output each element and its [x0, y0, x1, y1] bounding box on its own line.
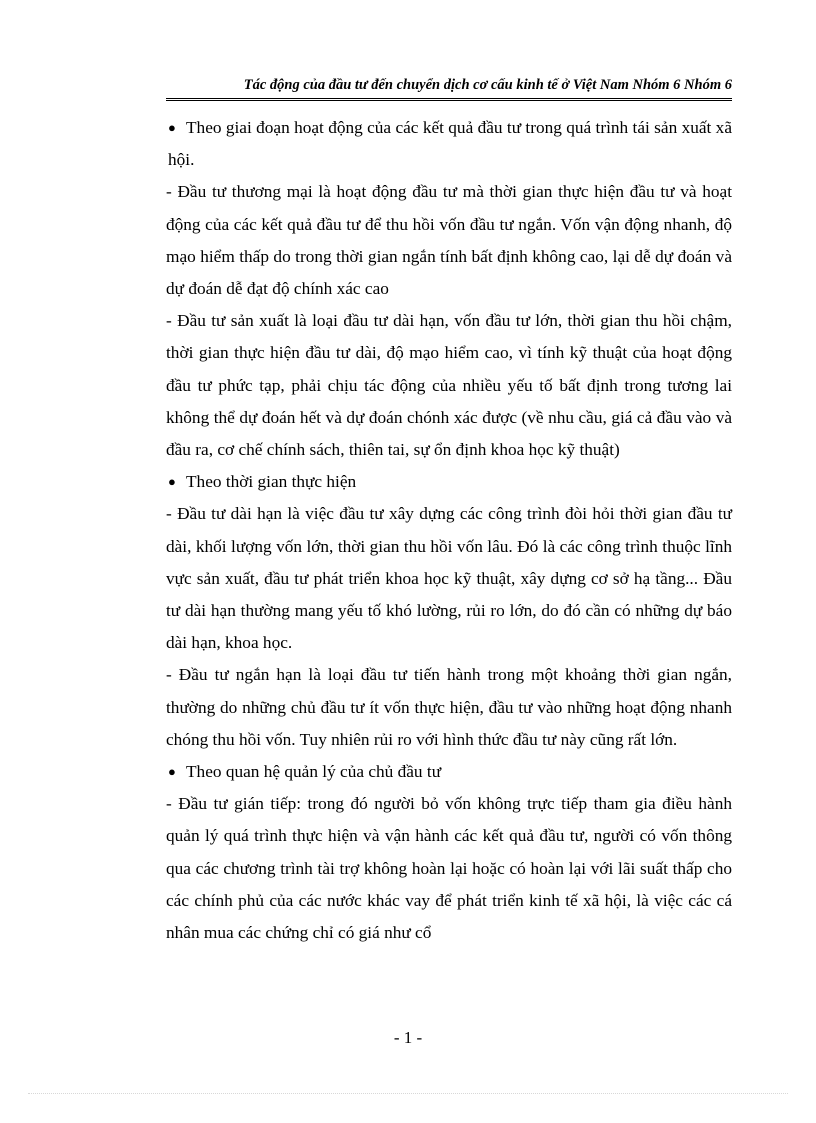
bullet-text: Theo thời gian thực hiện [186, 472, 357, 492]
paragraph-short-term-investment: - Đầu tư ngắn hạn là loại đầu tư tiến hành trong một khoảng thời gian ngắn, thường do những chủ đầu tư ít vốn thực hiện, đầu tư vào những hoạt động nhanh chóng thu hồi vốn. Tuy nhiên rủi ro với hình thức đầu tư này cũng rất lớn. [166, 665, 732, 749]
paragraph-commercial-investment: - Đầu tư thương mại là hoạt động đầu tư mà thời gian thực hiện đầu tư và hoạt động của các kết quả đầu tư để thu hồi vốn đầu tư ngắn. Vốn vận động nhanh, độ mạo hiểm thấp do trong thời gian ngắn tính bất định không cao, lại dễ dự đoán và dự đoán dễ đạt độ chính xác cao [166, 182, 732, 299]
header-divider [166, 98, 732, 101]
page-header: Tác động của đầu tư đến chuyển dịch cơ cấu kinh tế ở Việt Nam Nhóm 6 Nhóm 6 [243, 77, 732, 93]
bullet-icon: ● [168, 474, 176, 490]
bullet-text: Theo giai đoạn hoạt động của các kết quả đầu tư trong quá trình tái sản xuất xã hội. [168, 118, 732, 170]
document-body [166, 112, 732, 949]
bullet-text: Theo quan hệ quản lý của chủ đầu tư [186, 762, 442, 782]
bullet-icon: ● [168, 764, 176, 780]
page-number: - 1 - [393, 1028, 423, 1047]
paragraph-indirect-investment: - Đầu tư gián tiếp: trong đó người bỏ vốn không trực tiếp tham gia điều hành quản lý quá trình thực hiện và vận hành các kết quả đầu tư, người có vốn thông qua các chương trình tài trợ không hoàn lại hoặc có hoàn lại với lãi suất thấp cho các chính phủ của các nước khác vay để phát triển kinh tế xã hội, là việc các cá nhân mua các chứng chỉ có giá như cổ [166, 794, 732, 943]
bullet-icon: ● [168, 120, 176, 135]
page-bottom-divider [28, 1093, 788, 1094]
paragraph-production-investment: - Đầu tư sản xuất là loại đầu tư dài hạn, vốn đầu tư lớn, thời gian thu hồi chậm, thời gian thực hiện đầu tư dài, độ mạo hiểm cao, vì tính kỹ thuật của hoạt động đầu tư phức tạp, phải chịu tác động của nhiều yếu tố bất định trong tương lai không thể dự đoán hết và dự đoán chónh xác được (về nhu cầu, giá cả đầu vào và đầu ra, cơ chế chính sách, thiên tai, sự ổn định khoa học kỹ thuật) [166, 311, 732, 460]
bullet-item-stage [166, 112, 732, 176]
bullet-item-duration [166, 466, 732, 498]
paragraph-long-term-investment: - Đầu tư dài hạn là việc đầu tư xây dựng các công trình đòi hỏi thời gian đầu tư dài, khối lượng vốn lớn, thời gian thu hồi vốn lâu. Đó là các công trình thuộc lĩnh vực sản xuất, đầu tư phát triển khoa học kỹ thuật, xây dựng cơ sở hạ tầng... Đầu tư dài hạn thường mang yếu tố khó lường, rủi ro lớn, do đó cần có những dự báo dài hạn, khoa học. [166, 504, 732, 653]
bullet-item-management [166, 756, 732, 788]
